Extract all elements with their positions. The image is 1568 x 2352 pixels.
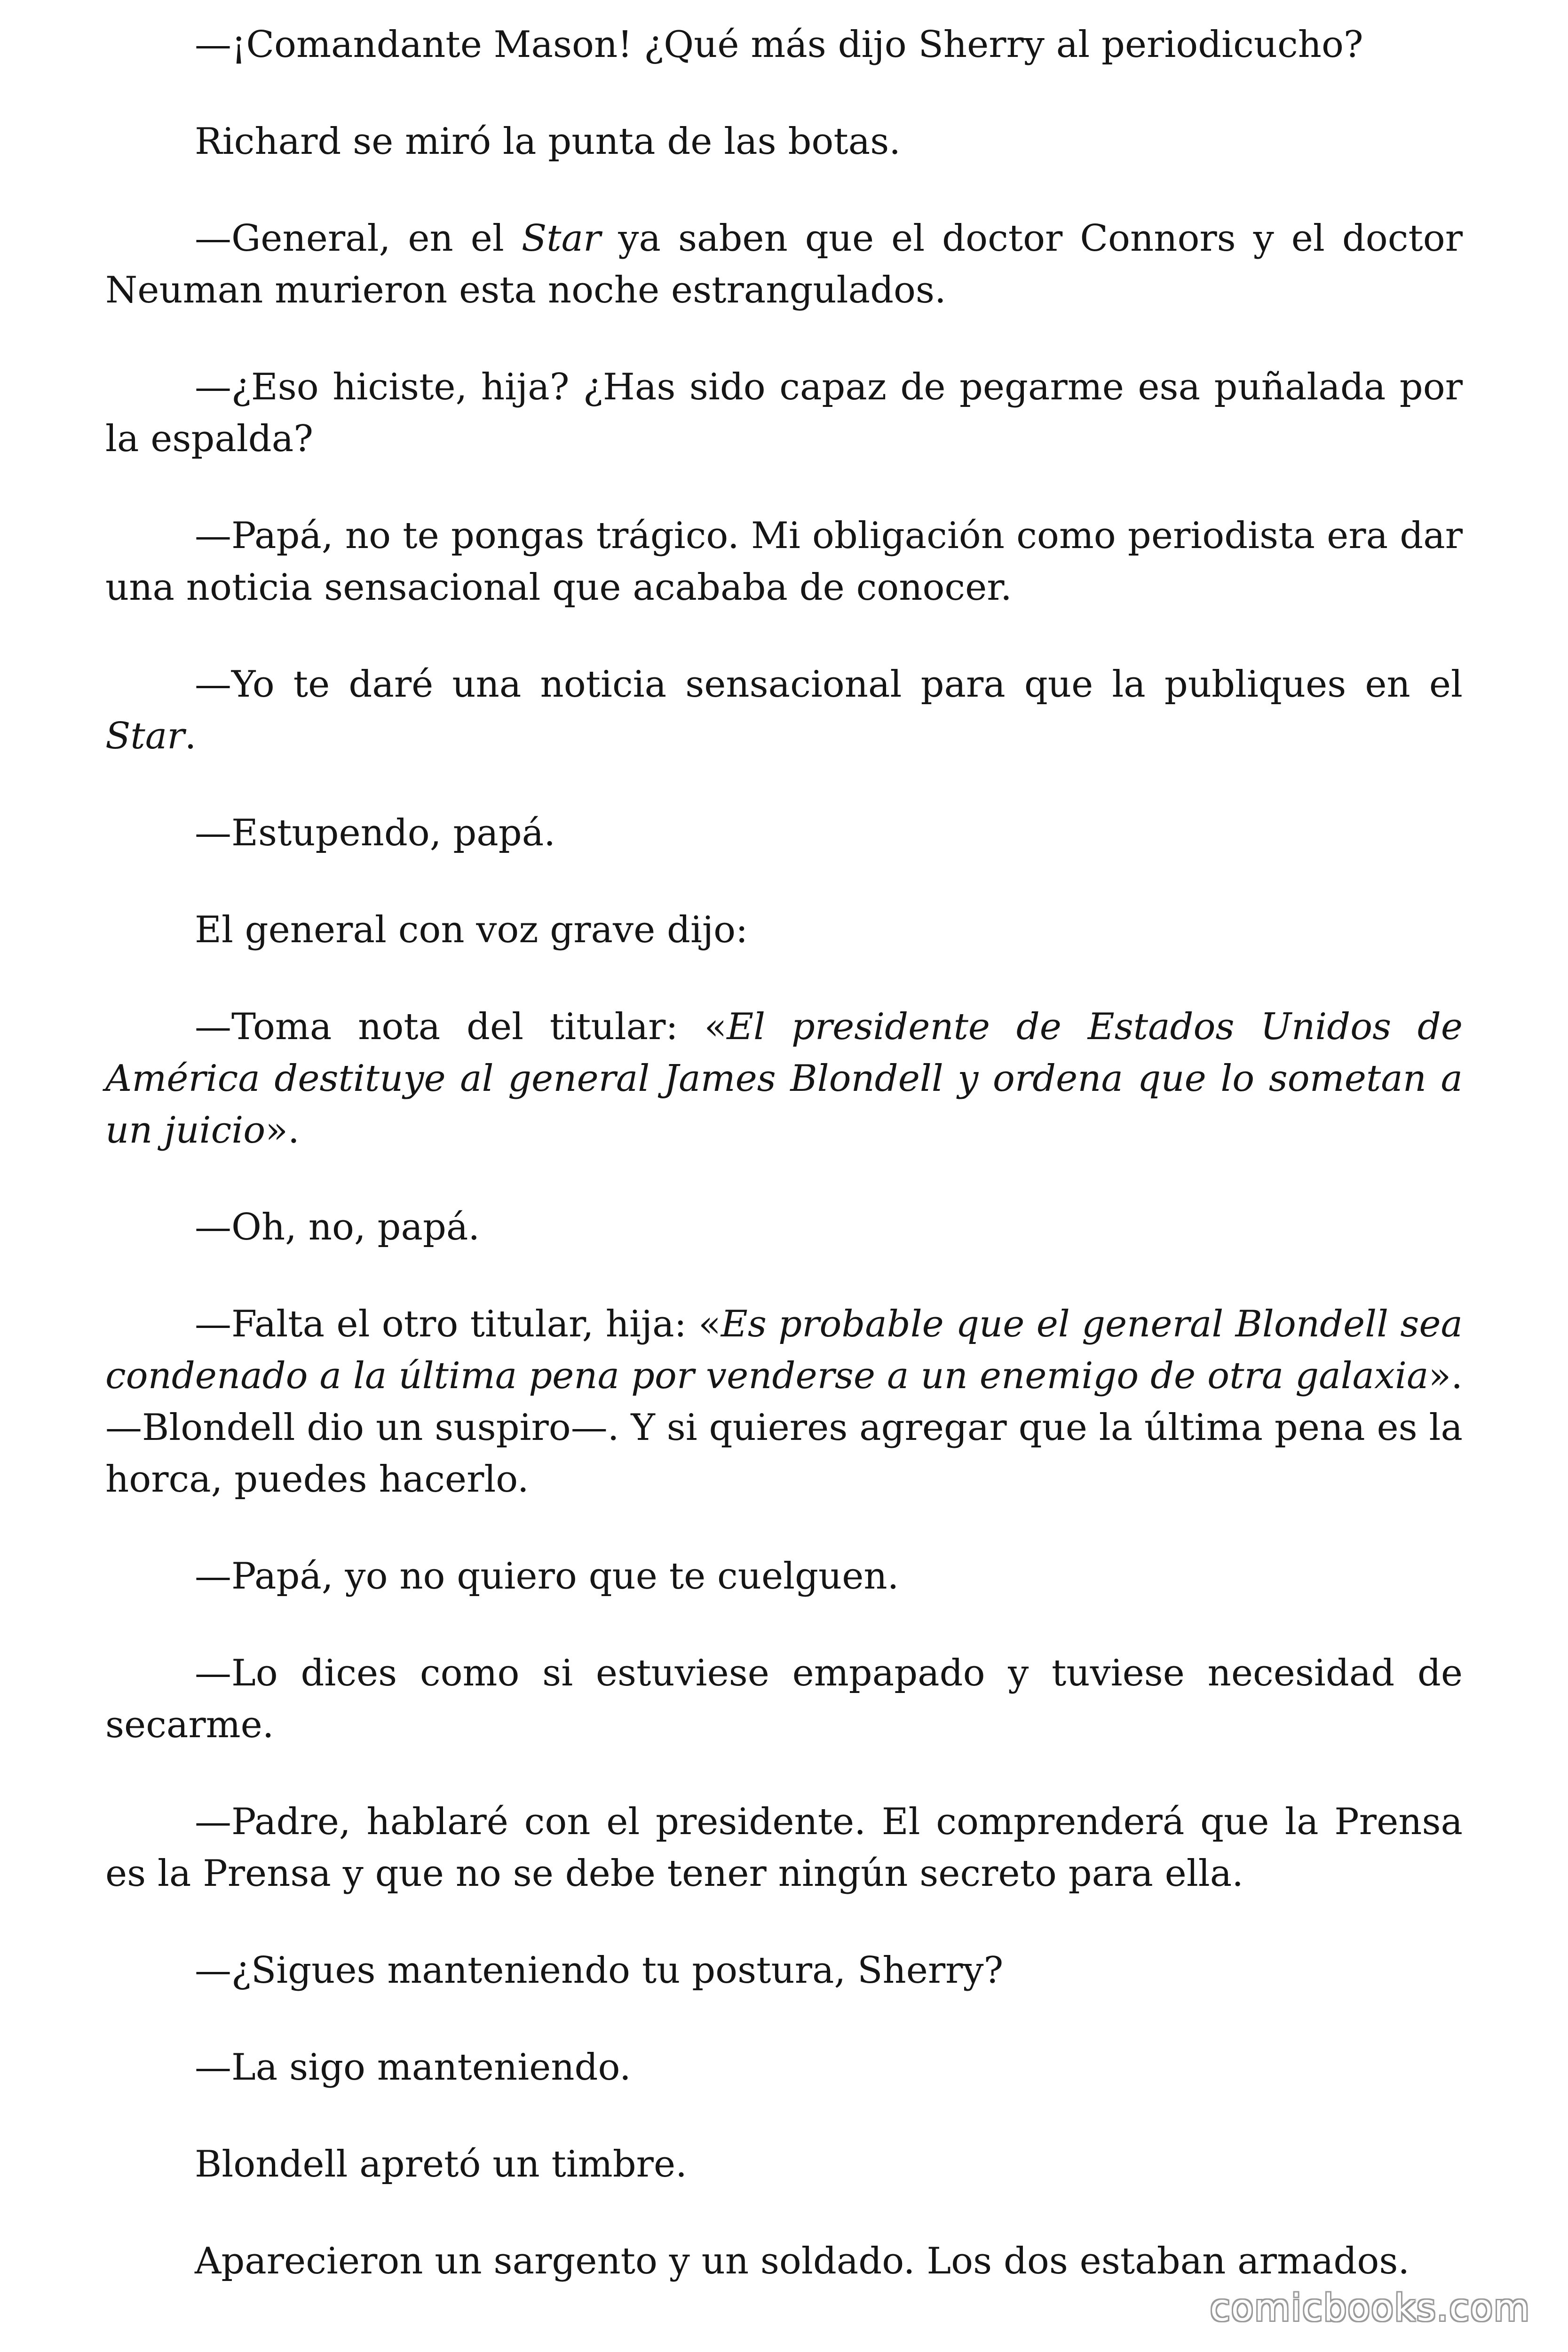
italic-segment: Es probable que el general Blondell sea condenado a la última pena por venderse a un enemigo de otra galaxia — [105, 1303, 1463, 1397]
text-segment: El general con voz grave dijo: — [195, 909, 748, 951]
paragraph — [105, 213, 1463, 316]
watermark: comicbooks.com — [1210, 2287, 1530, 2329]
text-segment: —Papá, no te pongas trágico. Mi obligación como periodista era dar una noticia sensacional que acababa de conocer. — [105, 515, 1463, 609]
text-segment: —Padre, hablaré con el presidente. El comprenderá que la Prensa es la Prensa y que no se debe tener ningún secreto para ella. — [105, 1801, 1463, 1895]
text-segment: —Toma nota del titular: « — [195, 1006, 727, 1048]
text-segment: —Oh, no, papá. — [195, 1206, 480, 1248]
paragraph — [105, 1201, 1463, 1253]
paragraph — [105, 1796, 1463, 1899]
paragraph — [105, 904, 1463, 956]
text-segment: Aparecieron un sargento y un soldado. Los dos estaban armados. — [195, 2240, 1410, 2282]
paragraph — [105, 659, 1463, 762]
italic-segment: Star — [521, 217, 601, 260]
text-segment: —Yo te daré una noticia sensacional para que la publiques en el — [195, 663, 1463, 706]
text-segment: —¿Sigues manteniendo tu postura, Sherry? — [195, 1949, 1004, 1992]
paragraph — [105, 1945, 1463, 1996]
book-page — [105, 19, 1463, 2287]
paragraph — [105, 1550, 1463, 1602]
paragraph — [105, 2042, 1463, 2093]
text-segment: —General, en el — [195, 217, 522, 260]
paragraph — [105, 1298, 1463, 1505]
paragraph — [105, 361, 1463, 465]
text-segment: Blondell apretó un timbre. — [195, 2143, 687, 2185]
text-segment: —Estupendo, papá. — [195, 812, 556, 854]
paragraph — [105, 116, 1463, 167]
italic-segment: Star — [105, 715, 185, 757]
paragraph — [105, 2235, 1463, 2287]
text-segment: —¡Comandante Mason! ¿Qué más dijo Sherry al periodicucho? — [195, 24, 1363, 66]
paragraph — [105, 1647, 1463, 1751]
paragraph — [105, 19, 1463, 71]
paragraph — [105, 510, 1463, 613]
text-segment: —Papá, yo no quiero que te cuelguen. — [195, 1555, 899, 1597]
text-segment: ». —Blondell dio un suspiro—. Y si quieres agregar que la última pena es la horca, puedes hacerlo. — [105, 1355, 1463, 1501]
text-segment: Richard se miró la punta de las botas. — [195, 120, 901, 163]
text-segment: ya saben que el doctor Connors y el doctor Neuman murieron esta noche estrangulados. — [105, 217, 1463, 311]
text-segment: —¿Eso hiciste, hija? ¿Has sido capaz de pegarme esa puñalada por la espalda? — [105, 366, 1463, 460]
paragraph — [105, 2138, 1463, 2190]
text-segment: ». — [265, 1109, 300, 1152]
text-segment: —Falta el otro titular, hija: « — [195, 1303, 721, 1345]
paragraph — [105, 807, 1463, 859]
paragraph — [105, 1001, 1463, 1156]
text-segment: —La sigo manteniendo. — [195, 2046, 631, 2089]
text-segment: —Lo dices como si estuviese empapado y tuviese necesidad de secarme. — [105, 1652, 1463, 1746]
italic-segment: El presidente de Estados Unidos de América destituye al general James Blondell y ordena que lo sometan a un juicio — [105, 1006, 1463, 1152]
text-segment: . — [184, 715, 197, 757]
